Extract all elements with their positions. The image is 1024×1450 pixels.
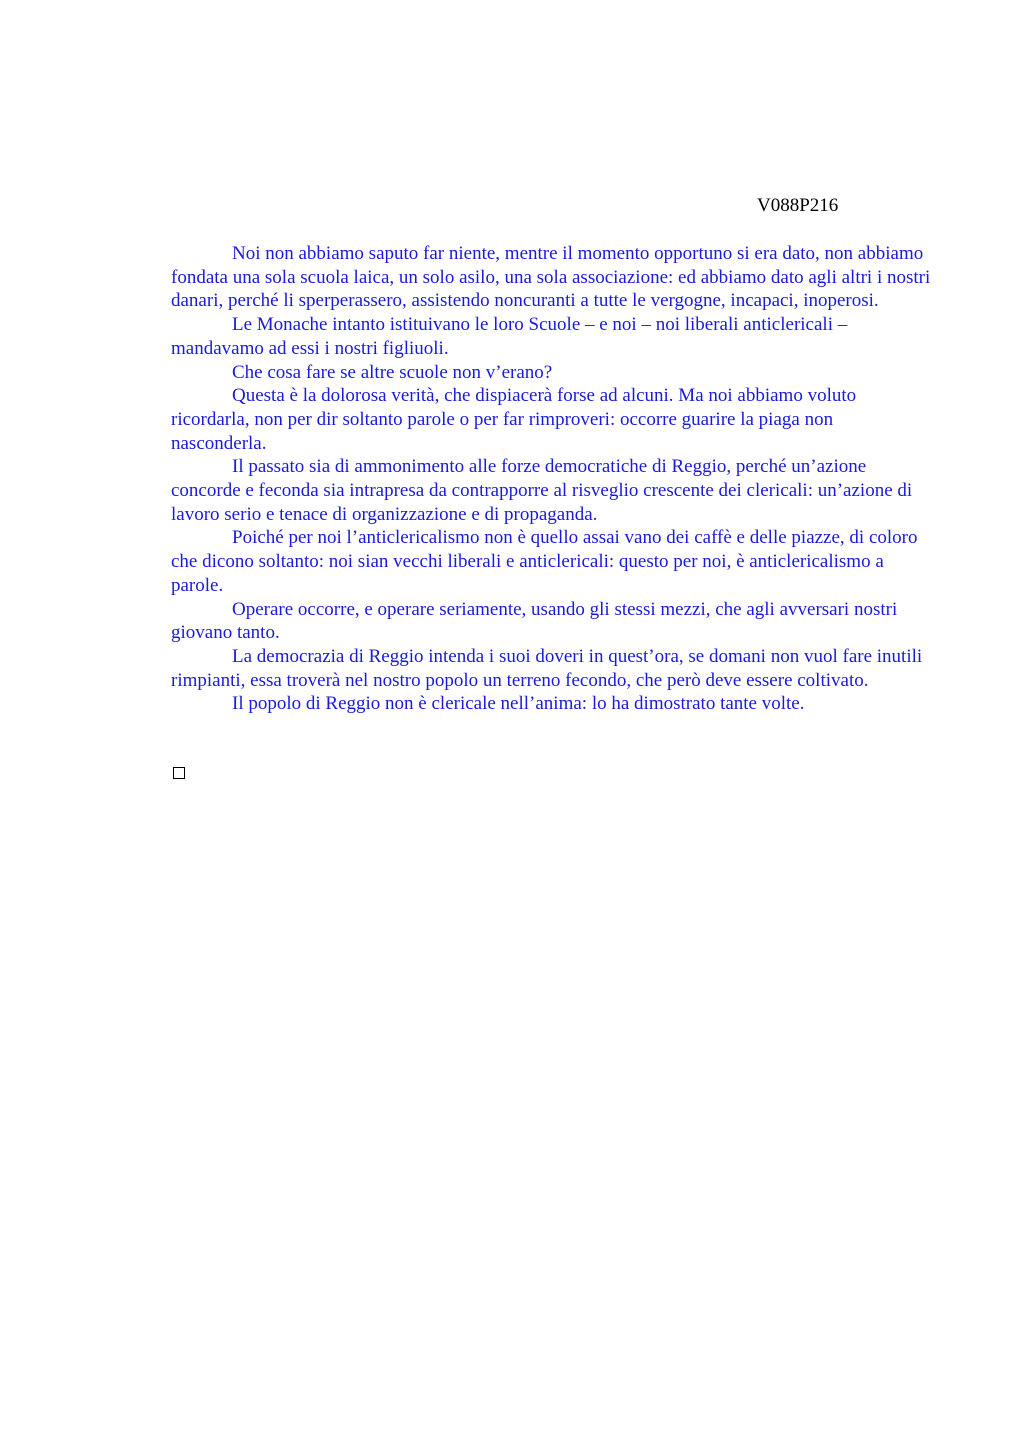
paragraph: Che cosa fare se altre scuole non v’erano?: [232, 361, 553, 383]
paragraph: Il popolo di Reggio non è clericale nell’anima: lo ha dimostrato tante volte.: [232, 693, 805, 715]
paragraph: Questa è la dolorosa verità, che dispiacerà forse ad alcuni. Ma noi abbiamo voluto ricordarla, non per dir soltanto parole o per far rimproveri: occorre guarire la piaga non nasconderla.: [171, 385, 857, 454]
paragraph: Poiché per noi l’anticlericalismo non è quello assai vano dei caffè e delle piazze, di coloro che dicono soltanto: noi sian vecchi liberali e anticlericali: questo per noi, è anticlericalismo a parole.: [171, 527, 918, 596]
paragraph: Operare occorre, e operare seriamente, usando gli stessi mezzi, che agli avversari nostri giovano tanto.: [171, 598, 898, 644]
article-body: [171, 242, 931, 716]
paragraph: La democrazia di Reggio intenda i suoi doveri in quest’ora, se domani non vuol fare inutili rimpianti, essa troverà nel nostro popolo un terreno fecondo, che però deve essere coltivato.: [171, 645, 923, 691]
paragraph: Le Monache intanto istituivano le loro Scuole – e noi – noi liberali anticlericali – mandavamo ad essi i nostri figliuoli.: [171, 314, 848, 359]
square-outline-icon: [173, 767, 185, 779]
paragraph: Il passato sia di ammonimento alle forze democratiche di Reggio, perché un’azione concorde e feconda sia intrapresa da contrapporre al risveglio crescente dei clericali: un’azione di lavoro serio e tenace di organizzazione e di propaganda.: [171, 456, 913, 525]
page-identifier: V088P216: [757, 195, 839, 216]
paragraph: Noi non abbiamo saputo far niente, mentre il momento opportuno si era dato, non abbiamo fondata una sola scuola laica, un solo asilo, una sola associazione: ed abbiamo dato agli altri i nostri danari, perché li sperperassero, assistendo noncuranti a tutte le vergogne, incapaci, inoperosi.: [171, 243, 931, 312]
